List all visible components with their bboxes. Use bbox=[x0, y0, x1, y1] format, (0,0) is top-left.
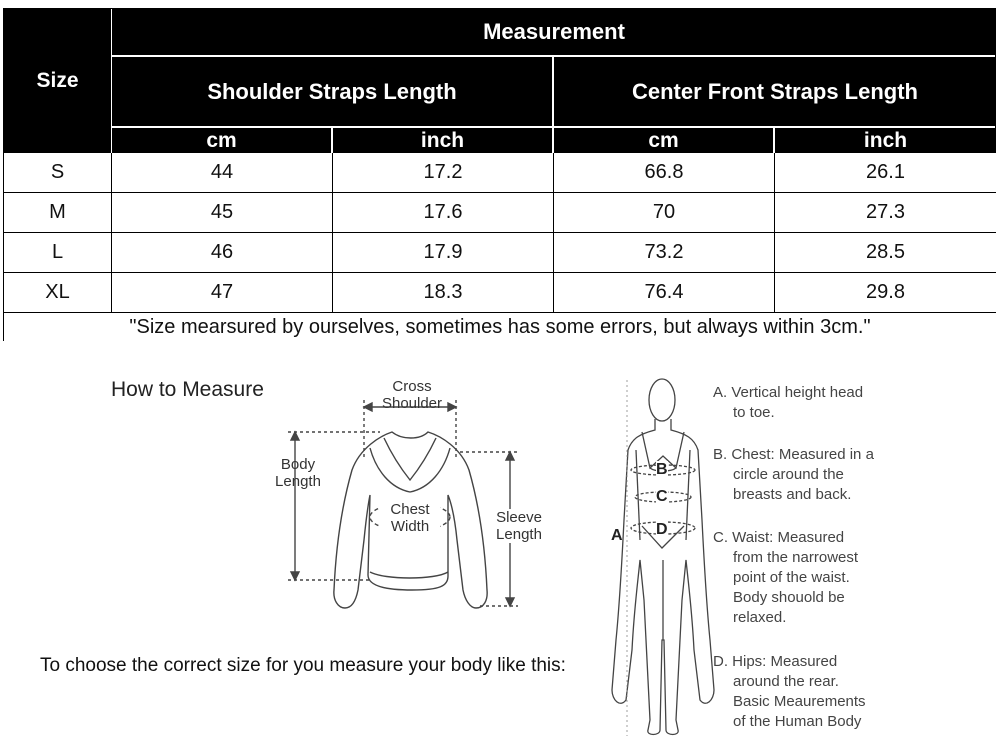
table-note: "Size mearsured by ourselves, sometimes has some errors, but always within 3cm." bbox=[4, 313, 996, 341]
shoulder-straps-header: Shoulder Straps Length bbox=[112, 57, 552, 126]
unit-cm-shoulder: cm bbox=[112, 128, 331, 153]
table-cell: 17.6 bbox=[333, 193, 554, 233]
table-row-size: S bbox=[4, 153, 112, 193]
table-cell: 45 bbox=[112, 193, 333, 233]
body-length-label: Body Length bbox=[275, 456, 321, 490]
cross-shoulder-label: Cross Shoulder bbox=[381, 378, 443, 412]
size-header: Size bbox=[4, 9, 111, 153]
legend-c: C. Waist: Measured from the narrowest point of the waist. Body shouold be relaxed. bbox=[713, 529, 859, 626]
table-cell: 18.3 bbox=[333, 273, 554, 313]
body-label-a: A bbox=[611, 527, 623, 544]
table-cell: 29.8 bbox=[775, 273, 996, 313]
choose-size-text: To choose the correct size for you measure your body like this: bbox=[40, 655, 566, 676]
table-row-size: XL bbox=[4, 273, 112, 313]
table-cell: 17.2 bbox=[333, 153, 554, 193]
measurement-header: Measurement bbox=[112, 9, 996, 55]
body-label-c: C bbox=[656, 488, 668, 505]
table-cell: 26.1 bbox=[775, 153, 996, 193]
table-cell: 28.5 bbox=[775, 233, 996, 273]
table-cell: 73.2 bbox=[554, 233, 775, 273]
body-label-b: B bbox=[656, 461, 668, 478]
table-cell: 47 bbox=[112, 273, 333, 313]
sleeve-length-label: Sleeve Length bbox=[488, 509, 550, 543]
table-cell: 70 bbox=[554, 193, 775, 233]
legend-a: A. Vertical height head to toe. bbox=[713, 384, 864, 421]
legend-d: D. Hips: Measured around the rear. Basic Meaurements of the Human Body bbox=[713, 653, 866, 730]
body-label-d: D bbox=[656, 521, 668, 538]
table-cell: 27.3 bbox=[775, 193, 996, 233]
how-to-measure-title: How to Measure bbox=[111, 378, 264, 401]
unit-inch-center: inch bbox=[775, 128, 996, 153]
unit-cm-center: cm bbox=[554, 128, 773, 153]
legend-b: B. Chest: Measured in a circle around the breasts and back. bbox=[713, 446, 874, 503]
table-row-size: L bbox=[4, 233, 112, 273]
unit-inch-shoulder: inch bbox=[333, 128, 552, 153]
table-row-size: M bbox=[4, 193, 112, 233]
table-cell: 66.8 bbox=[554, 153, 775, 193]
table-cell: 46 bbox=[112, 233, 333, 273]
table-cell: 17.9 bbox=[333, 233, 554, 273]
table-cell: 44 bbox=[112, 153, 333, 193]
chest-width-label: Chest Width bbox=[380, 501, 440, 535]
table-cell: 76.4 bbox=[554, 273, 775, 313]
center-front-straps-header: Center Front Straps Length bbox=[554, 57, 996, 126]
